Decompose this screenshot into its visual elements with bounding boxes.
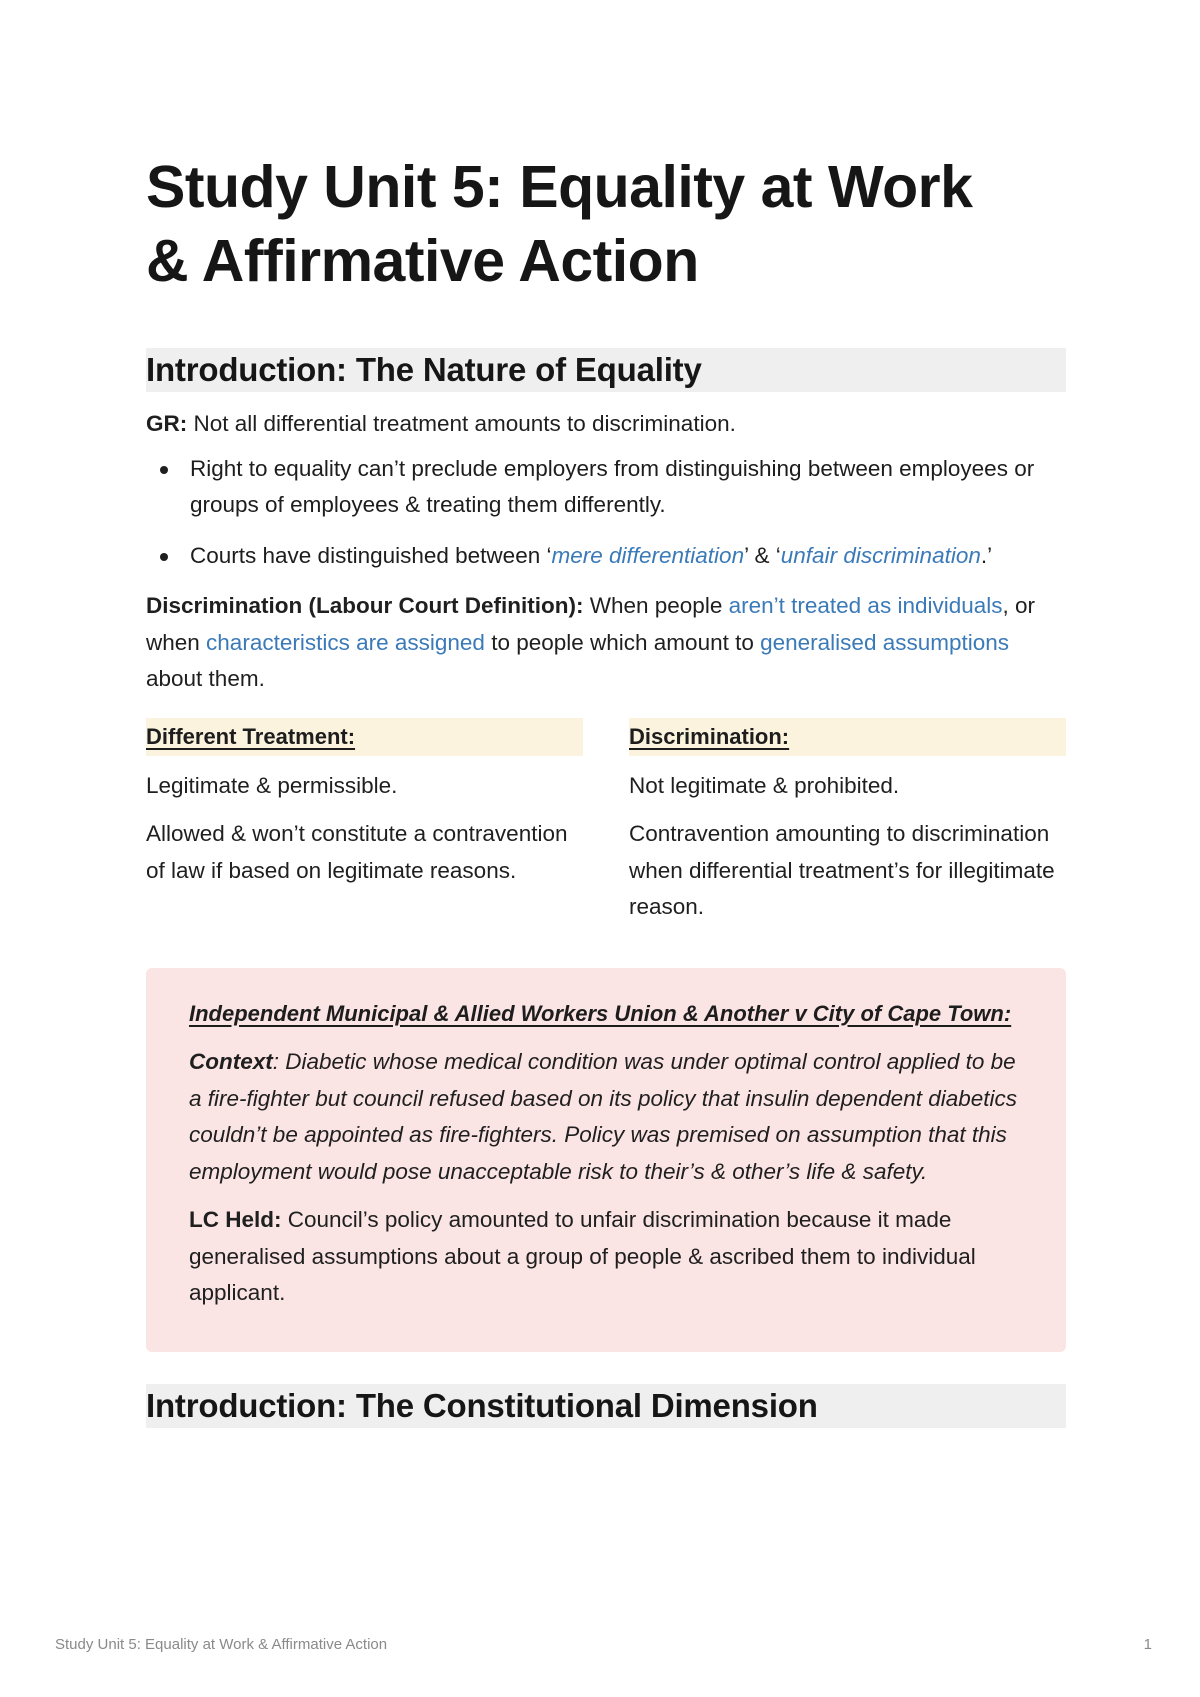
bullet-text-2-post: .’ [980,542,993,568]
page-number: 1 [1143,1636,1152,1653]
context-label: Context [189,1049,273,1074]
general-rule-text: Not all differential treatment amounts to discrimination. [187,411,736,436]
definition-highlight-1: aren’t treated as individuals [728,593,1003,618]
comparison-columns [146,718,1066,926]
case-held [189,1202,1026,1312]
column-text: Allowed & won’t constitute a contravention of law if based on legitimate reasons. [146,821,568,883]
highlight-unfair-discrimination: unfair discrimination [780,542,981,568]
footer-title: Study Unit 5: Equality at Work & Affirmative Action [55,1636,388,1653]
definition-text-4: about them. [146,666,265,691]
context-text: : Diabetic whose medical condition was under optimal control applied to be a fire-fighter but council refused based on its policy that insulin dependent diabetics couldn’t be appointed as fire-fighters. Policy was premised on assumption that this employment would pose unacceptable risk to their’s & other’s life & safety. [189,1049,1018,1184]
page-title [146,150,1066,298]
list-item [146,538,1066,575]
column-text: Not legitimate & prohibited. [629,772,900,798]
bullet-text-1: Right to equality can’t preclude employers from distinguishing between employees or groups of employees & treating them differently. [190,455,1035,517]
highlight-mere-differentiation: mere differentiation [551,542,745,568]
list-item [146,451,1066,524]
definition-text-2: , or when [146,593,1036,655]
bullet-text-2-pre: Courts have distinguished between ‘ [190,542,552,568]
discrimination-definition [146,588,1066,698]
section-heading-nature-of-equality: Introduction: The Nature of Equality [146,348,1066,392]
definition-text-1: When people [583,593,729,618]
case-title [189,996,1026,1033]
column-heading-discrimination [629,718,1066,756]
bullet-text-2-mid: ’ & ‘ [744,542,781,568]
page-footer [55,1636,1152,1653]
definition-text-3: to people which amount to [484,629,761,655]
document-page [146,150,1066,1428]
general-rule-paragraph [146,406,1066,443]
bullet-list [146,451,1066,575]
definition-label: Discrimination (Labour Court Definition): [146,593,584,618]
definition-highlight-2: characteristics are assigned [206,629,485,655]
column-different-treatment [146,718,583,926]
held-label: LC Held: [189,1207,282,1232]
general-rule-label: GR: [146,411,188,436]
column-heading-different-treatment [146,718,583,756]
case-callout [146,968,1066,1352]
held-text: Council’s policy amounted to unfair discrimination because it made generalised assumptions about a group of people & ascribed them to individual applicant. [189,1207,976,1305]
case-title-text: Independent Municipal & Allied Workers Union & Another v City of Cape Town: [189,1000,1012,1026]
bullet-icon [160,466,168,474]
column-text: Legitimate & permissible. [146,772,398,798]
case-context [189,1044,1026,1190]
column-discrimination [629,718,1066,926]
title-line-1: Study Unit 5: Equality at Work [146,154,973,220]
definition-highlight-3: generalised assumptions [760,629,1010,655]
title-line-2: & Affirmative Action [146,228,699,294]
column-heading-text: Discrimination: [629,723,790,749]
section-heading-constitutional-dimension: Introduction: The Constitutional Dimension [146,1384,1066,1428]
bullet-icon [160,553,168,561]
column-heading-text: Different Treatment: [146,723,356,749]
column-text: Contravention amounting to discrimination when differential treatment’s for illegitimate reason. [629,821,1055,919]
